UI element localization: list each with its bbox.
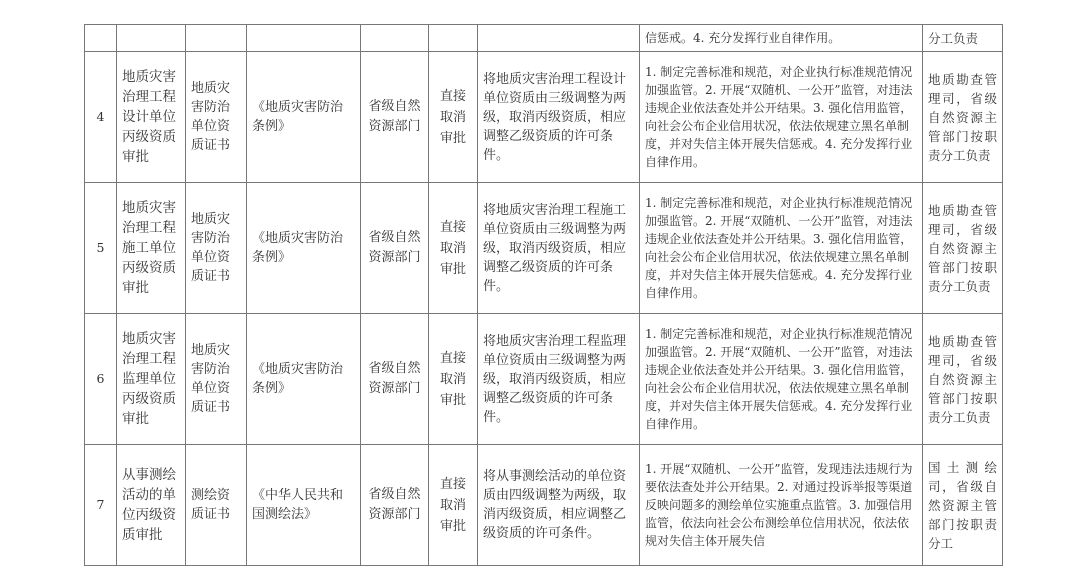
reform-method: 直接取消审批 xyxy=(429,183,478,314)
responsible-unit: 地质勘查管理司，省级自然资源主管部门按职责分工负责 xyxy=(923,183,1003,314)
item-name xyxy=(117,25,186,52)
certificate-name: 测绘资质证书 xyxy=(186,445,247,566)
table-row xyxy=(85,314,1003,445)
table-row xyxy=(85,445,1003,566)
responsible-unit: 国土测绘司，省级自然资源主管部门按职责分工 xyxy=(923,445,1003,566)
table-row xyxy=(85,25,1003,52)
responsible-unit: 分工负责 xyxy=(923,25,1003,52)
reform-method: 直接取消审批 xyxy=(429,445,478,566)
row-number: 4 xyxy=(85,52,117,183)
supervision-measures: 1. 制定完善标准和规范，对企业执行标准规范情况加强监管。2. 开展“双随机、一公开”监管，对违法违规企业依法查处并公开结果。3. 强化信用监管，向社会公布企业信用状况，依法依规建立黑名单制度，并对失信主体开展失信惩戒。4. 充分发挥行业自律作用。 xyxy=(640,314,923,445)
approval-items-table xyxy=(84,24,1003,566)
row-number: 6 xyxy=(85,314,117,445)
legal-basis xyxy=(247,25,361,52)
reform-content: 将地质灾害治理工程施工单位资质由三级调整为两级，取消丙级资质，相应调整乙级资质的许可条件。 xyxy=(478,183,640,314)
table-row xyxy=(85,52,1003,183)
certificate-name: 地质灾害防治单位资质证书 xyxy=(186,314,247,445)
approving-department: 省级自然资源部门 xyxy=(361,314,429,445)
supervision-measures: 1. 开展“双随机、一公开”监管，发现违法违规行为要依法查处并公开结果。2. 对通过投诉举报等渠道反映问题多的测绘单位实施重点监管。3. 加强信用监管，依法向社会公布测绘单位信用状况，依法依规对失信主体开展失信 xyxy=(640,445,923,566)
certificate-name xyxy=(186,25,247,52)
legal-basis: 《地质灾害防治条例》 xyxy=(247,183,361,314)
reform-content: 将地质灾害治理工程监理单位资质由三级调整为两级，取消丙级资质，相应调整乙级资质的许可条件。 xyxy=(478,314,640,445)
certificate-name: 地质灾害防治单位资质证书 xyxy=(186,52,247,183)
legal-basis: 《中华人民共和国测绘法》 xyxy=(247,445,361,566)
approving-department xyxy=(361,25,429,52)
supervision-measures: 1. 制定完善标准和规范，对企业执行标准规范情况加强监管。2. 开展“双随机、一公开”监管，对违法违规企业依法查处并公开结果。3. 强化信用监管，向社会公布企业信用状况，依法依规建立黑名单制度，并对失信主体开展失信惩戒。4. 充分发挥行业自律作用。 xyxy=(640,52,923,183)
legal-basis: 《地质灾害防治条例》 xyxy=(247,52,361,183)
reform-content: 将地质灾害治理工程设计单位资质由三级调整为两级，取消丙级资质，相应调整乙级资质的许可条件。 xyxy=(478,52,640,183)
reform-method xyxy=(429,25,478,52)
item-name: 地质灾害治理工程监理单位丙级资质审批 xyxy=(117,314,186,445)
row-number xyxy=(85,25,117,52)
supervision-measures: 1. 制定完善标准和规范，对企业执行标准规范情况加强监管。2. 开展“双随机、一公开”监管，对违法违规企业依法查处并公开结果。3. 强化信用监管，向社会公布企业信用状况，依法依规建立黑名单制度，并对失信主体开展失信惩戒。4. 充分发挥行业自律作用。 xyxy=(640,183,923,314)
table-row xyxy=(85,183,1003,314)
row-number: 5 xyxy=(85,183,117,314)
responsible-unit: 地质勘查管理司，省级自然资源主管部门按职责分工负责 xyxy=(923,52,1003,183)
reform-method: 直接取消审批 xyxy=(429,314,478,445)
legal-basis: 《地质灾害防治条例》 xyxy=(247,314,361,445)
reform-content: 将从事测绘活动的单位资质由四级调整为两级，取消丙级资质，相应调整乙级资质的许可条件。 xyxy=(478,445,640,566)
certificate-name: 地质灾害防治单位资质证书 xyxy=(186,183,247,314)
reform-method: 直接取消审批 xyxy=(429,52,478,183)
responsible-unit: 地质勘查管理司，省级自然资源主管部门按职责分工负责 xyxy=(923,314,1003,445)
item-name: 地质灾害治理工程设计单位丙级资质审批 xyxy=(117,52,186,183)
row-number: 7 xyxy=(85,445,117,566)
item-name: 地质灾害治理工程施工单位丙级资质审批 xyxy=(117,183,186,314)
approving-department: 省级自然资源部门 xyxy=(361,445,429,566)
supervision-measures: 信惩戒。4. 充分发挥行业自律作用。 xyxy=(640,25,923,52)
approving-department: 省级自然资源部门 xyxy=(361,183,429,314)
approving-department: 省级自然资源部门 xyxy=(361,52,429,183)
item-name: 从事测绘活动的单位丙级资质审批 xyxy=(117,445,186,566)
reform-content xyxy=(478,25,640,52)
